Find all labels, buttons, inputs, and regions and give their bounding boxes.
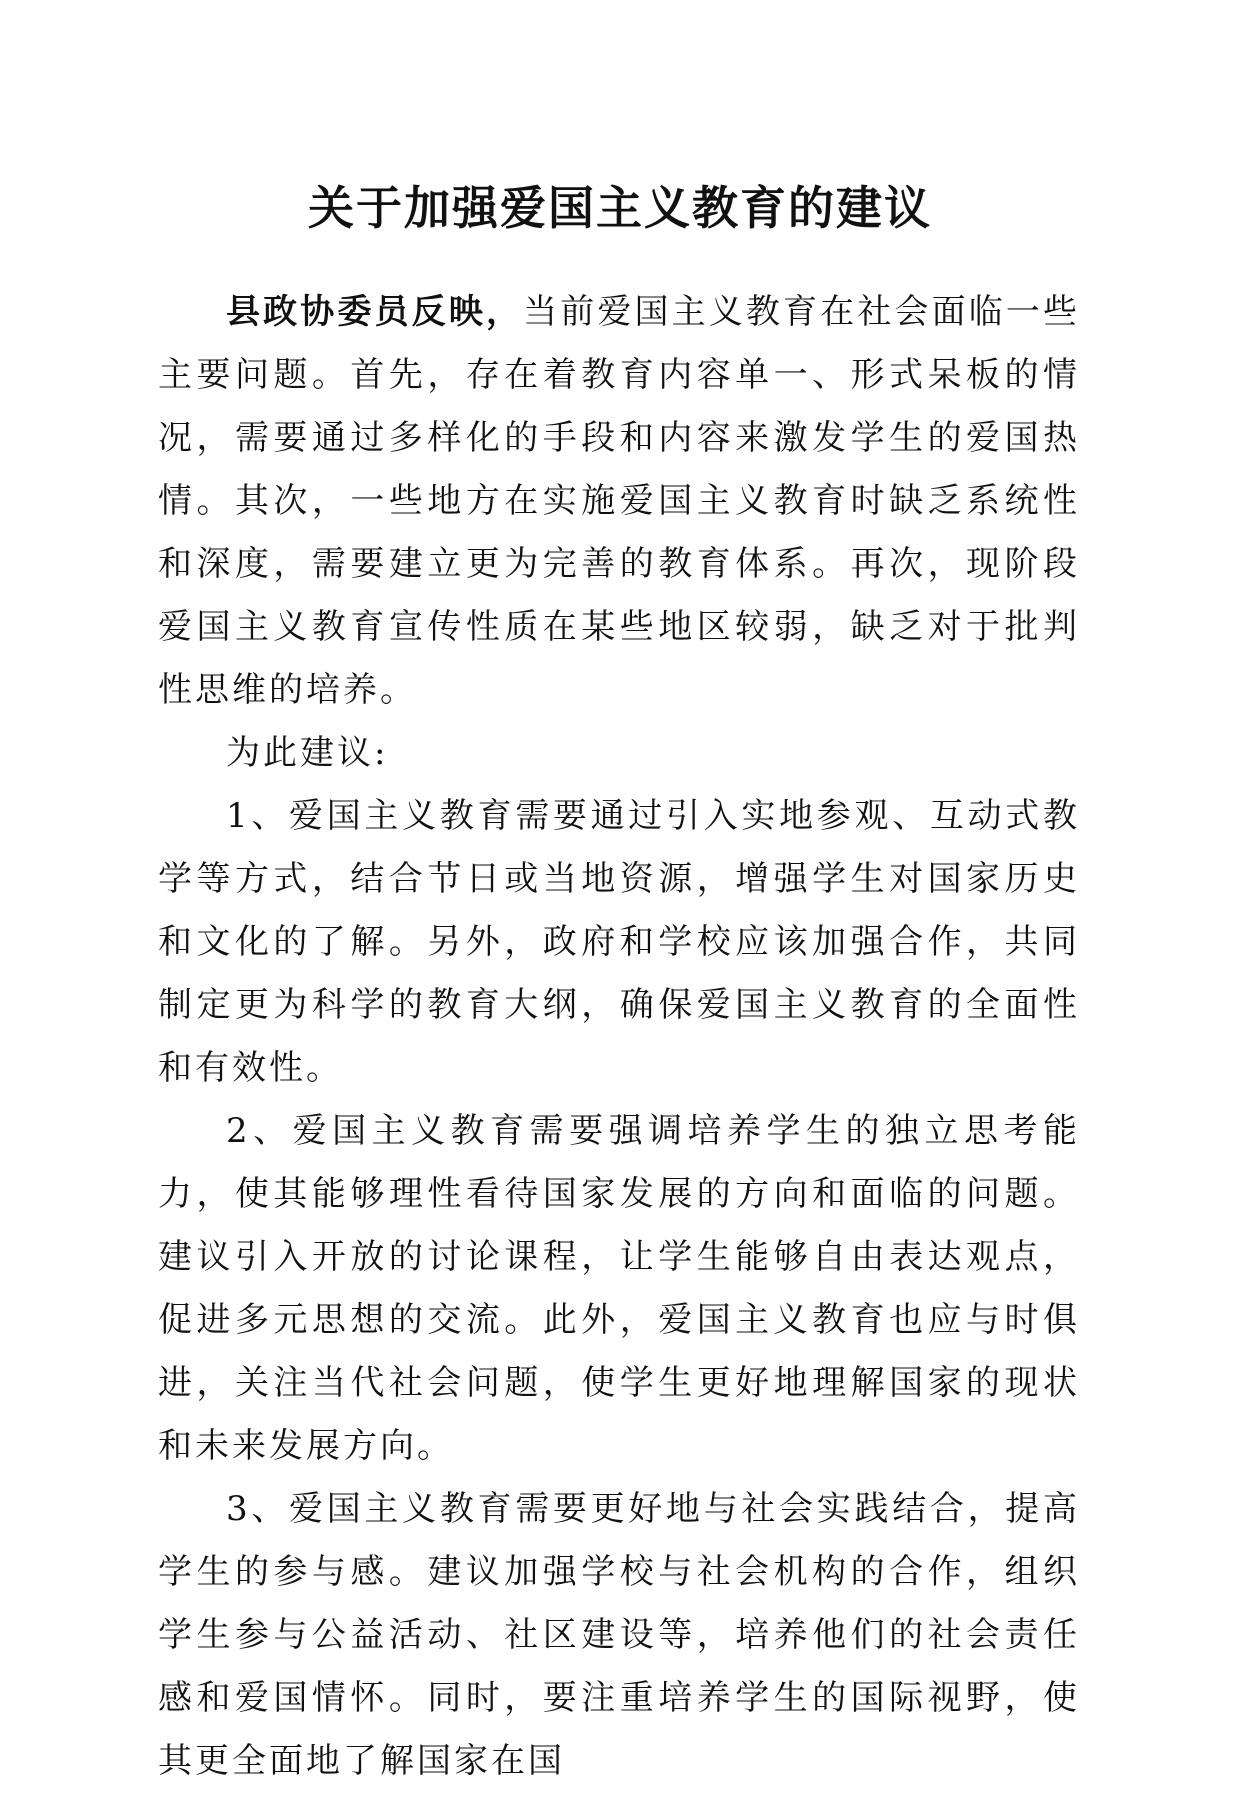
suggestion-paragraph-1: 1、爱国主义教育需要通过引入实地参观、互动式教学等方式，结合节日或当地资源，增强学生对国家历史和文化的了解。另外，政府和学校应该加强合作，共同制定更为科学的教育大纲，确保爱国主义教育的全面性和有效性。 (158, 796, 1080, 1088)
document-title: 关于加强爱国主义教育的建议 (308, 181, 932, 235)
intro-lead: 县政协委员反映， (226, 292, 524, 332)
intro-text: 当前爱国主义教育在社会面临一些主要问题。首先，存在着教育内容单一、形式呆板的情况，需要通过多样化的手段和内容来激发学生的爱国热情。其次，一些地方在实施爱国主义教育时缺乏系统性和深度，需要建立更为完善的教育体系。再次，现阶段爱国主义教育宣传性质在某些地区较弱，缺乏对于批判性思维的培养。 (158, 292, 1081, 710)
suggestion-paragraph-2: 2、爱国主义教育需要强调培养学生的独立思考能力，使其能够理性看待国家发展的方向和面临的问题。建议引入开放的讨论课程，让学生能够自由表达观点，促进多元思想的交流。此外，爱国主义教育也应与时俱进，关注当代社会问题，使学生更好地理解国家的现状和未来发展方向。 (158, 1111, 1080, 1466)
document-body (158, 281, 1080, 1793)
suggestion-paragraph-3: 3、爱国主义教育需要更好地与社会实践结合，提高学生的参与感。建议加强学校与社会机构的合作，组织学生参与公益活动、社区建设等，培养他们的社会责任感和爱国情怀。同时，要注重培养学生的国际视野，使其更全面地了解国家在国 (158, 1489, 1080, 1781)
intro-paragraph (158, 281, 1080, 722)
suggestion-heading: 为此建议: (226, 733, 389, 773)
